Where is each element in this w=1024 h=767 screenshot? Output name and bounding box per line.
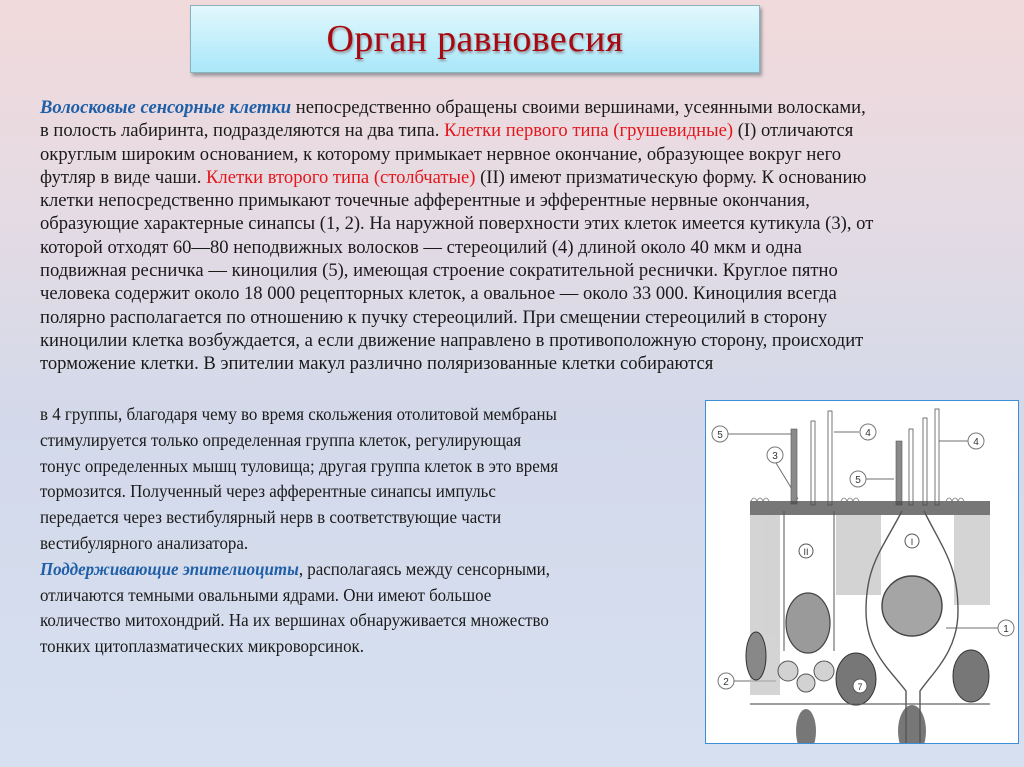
text-segment: тормозится. Полученный через афферентные синапсы импульс [40, 481, 496, 502]
text-line [40, 189, 1000, 212]
slide-title: Орган равновесия [326, 18, 624, 60]
hair-cell-diagram [705, 400, 1019, 744]
svg-text:II: II [803, 547, 809, 557]
text-line [40, 119, 1000, 142]
text-line [40, 402, 654, 428]
text-segment: полярно располагается по отношению к пучку стереоцилий. При смещении стереоцилий в сторону [40, 306, 828, 328]
text-segment: клетки непосредственно примыкают точечные афферентные и эфферентные нервные окончания, [40, 190, 810, 212]
text-segment: количество митохондрий. На их вершинах обнаруживается множество [40, 610, 549, 631]
text-line [40, 352, 1000, 375]
term-emphasis: Клетки второго типа (столбчатые) [206, 166, 476, 188]
text-line [40, 236, 1000, 259]
text-line [40, 428, 654, 454]
text-line [40, 454, 654, 480]
svg-text:I: I [910, 537, 914, 547]
label-2: 2 [723, 677, 729, 688]
text-segment: торможение клетки. В эпителии макул различно поляризованные клетки собираются [40, 353, 714, 375]
text-segment: футляр в виде чаши. [40, 166, 207, 188]
text-line [40, 96, 1000, 119]
text-line [40, 479, 654, 505]
label-5-right: 5 [855, 475, 861, 486]
text-line [40, 634, 654, 660]
text-line [40, 166, 1000, 189]
text-line [40, 306, 1000, 329]
text-segment: человека содержит около 18 000 рецепторных клеток, а овальное — около 33 000. Киноцилия всегда [40, 283, 837, 305]
paragraph-groups-and-supporting-cells [40, 402, 654, 660]
text-line [40, 531, 654, 557]
term-highlight: Волосковые сенсорные клетки [40, 97, 292, 118]
label-4-right: 4 [973, 437, 979, 448]
text-segment: непосредственно обращены своими вершинами, усеянными волосками, [291, 97, 866, 118]
paragraph-hair-cells [40, 96, 1000, 376]
label-4-left: 4 [865, 428, 871, 439]
text-line [40, 329, 1000, 352]
label-1: 1 [1003, 624, 1009, 635]
text-line [40, 608, 654, 634]
label-5-left: 5 [717, 430, 723, 441]
text-line [40, 259, 1000, 282]
text-line [40, 212, 1000, 235]
label-3: 3 [772, 451, 778, 462]
text-segment: (II) имеют призматическую форму. К основанию [475, 166, 867, 188]
text-segment: подвижная ресничка — киноцилия (5), имеющая строение сократительной реснички. Круглое пятно [40, 260, 838, 282]
text-segment: тонус определенных мышц туловища; другая группа клеток в это время [40, 455, 559, 476]
text-segment: отличаются темными овальными ядрами. Они имеют большое [40, 584, 492, 605]
hair-cell-illustration [706, 401, 1018, 743]
text-segment: которой отходят 60—80 неподвижных волосков — стереоцилий (4) длиной около 40 мкм и одна [40, 236, 802, 258]
text-segment: передается через вестибулярный нерв в соответствующие части [40, 507, 502, 528]
text-line [40, 282, 1000, 305]
text-segment: в 4 группы, благодаря чему во время скольжения отолитовой мембраны [40, 404, 557, 424]
text-segment: в полость лабиринта, подразделяются на два типа. [40, 120, 445, 142]
text-segment: вестибулярного анализатора. [40, 532, 249, 553]
text-line [40, 583, 654, 609]
text-line [40, 557, 654, 583]
term-emphasis: Клетки первого типа (грушевидные) [444, 120, 734, 142]
svg-text:7: 7 [857, 682, 863, 692]
text-segment: , располагаясь между сенсорными, [298, 558, 550, 579]
term-highlight: Поддерживающие эпителиоциты [40, 558, 299, 579]
text-segment: стимулируется только определенная группа клеток, регулирующая [40, 429, 522, 450]
text-segment: округлым широким основанием, к которому примыкает нервное окончание, образующее вокруг него [40, 143, 842, 165]
text-segment: (I) отличаются [733, 120, 854, 142]
title-banner [190, 5, 760, 73]
text-line [40, 143, 1000, 166]
text-segment: тонких цитоплазматических микроворсинок. [40, 636, 365, 657]
text-line [40, 505, 654, 531]
text-segment: киноцилии клетка возбуждается, а если движение направлено в противоположную сторону, происходит [40, 329, 864, 351]
text-segment: образующие характерные синапсы (1, 2). На наружной поверхности этих клеток имеется кутикула (3), от [40, 213, 874, 235]
